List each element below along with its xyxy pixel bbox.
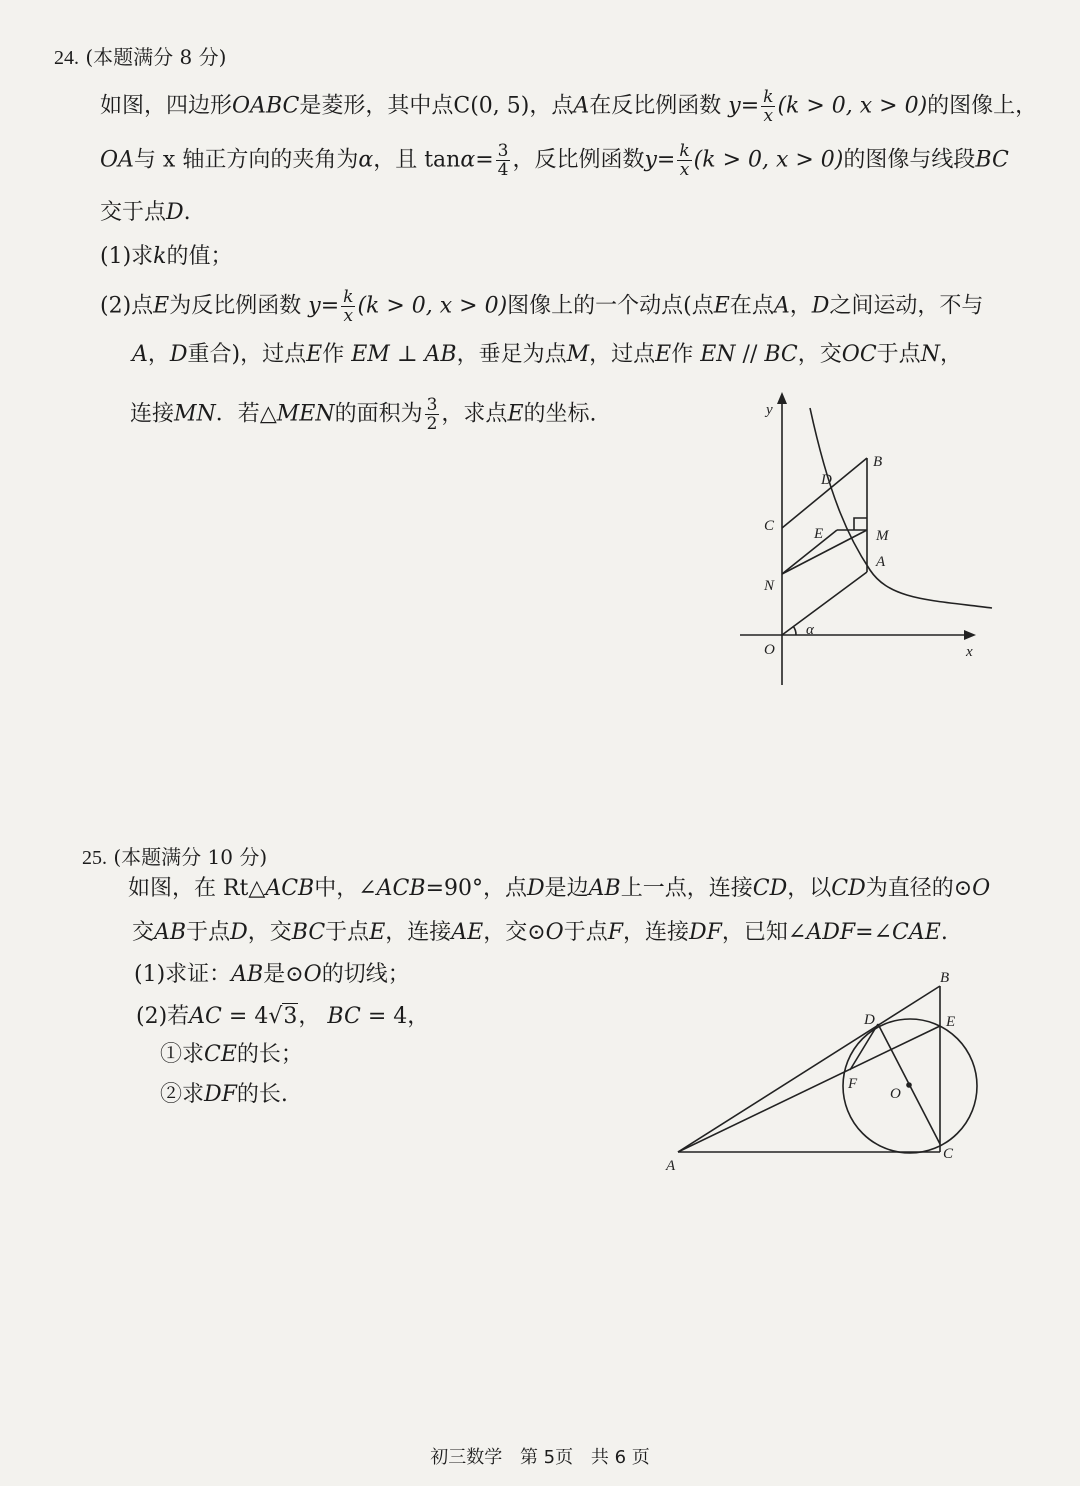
text: 在点 — [729, 293, 774, 319]
page-footer — [0, 1443, 1080, 1469]
text: EM — [351, 342, 390, 367]
segment-OA — [782, 572, 867, 635]
text: 于点 — [876, 342, 921, 367]
q24-sentence-1 — [100, 88, 1037, 125]
text: BC — [764, 342, 798, 367]
numerator: k — [763, 87, 774, 107]
text: CD — [752, 876, 788, 901]
text: AC — [189, 1004, 222, 1029]
label-B: B — [940, 970, 950, 986]
text: 作 — [671, 342, 694, 367]
text: ， — [147, 342, 170, 367]
text: AB — [588, 876, 621, 901]
label-x: x — [966, 644, 973, 660]
right-angle-mark — [854, 518, 867, 530]
label-C: C — [943, 1146, 954, 1162]
text: ，以 — [787, 876, 832, 901]
text: AB — [424, 342, 457, 367]
text: △ACB — [248, 876, 315, 901]
footer-subject: 初三数学 — [430, 1447, 503, 1468]
denominator: x — [679, 160, 690, 180]
hyperbola-curve — [810, 408, 992, 608]
text: 与 x 轴正方向的夹角为 — [133, 147, 359, 173]
text: EN — [700, 342, 736, 367]
text: 的图像上， — [927, 93, 1038, 119]
text: E — [369, 920, 386, 945]
q24-header: (本题满分 8 分) — [85, 45, 227, 69]
text: BC — [975, 147, 1009, 173]
label-E: E — [814, 526, 824, 542]
text: E — [655, 342, 672, 367]
text: OABC — [232, 93, 300, 119]
label-F: F — [848, 1076, 858, 1092]
text: ， — [407, 1004, 430, 1029]
text: 的切线； — [321, 962, 410, 987]
text: ②求 — [160, 1082, 205, 1107]
text: AB — [154, 920, 187, 945]
text: ，求点 — [441, 401, 508, 427]
text: M — [566, 342, 590, 367]
label-y: y — [766, 402, 773, 418]
text: k — [153, 244, 167, 269]
q24-number: 24. — [54, 47, 79, 69]
text: 中， — [314, 876, 359, 901]
alpha-arc — [793, 626, 796, 635]
numerator: k — [343, 287, 354, 307]
q25-header: (本题满分 10 分) — [113, 845, 268, 869]
label-O: O — [890, 1086, 901, 1102]
text: y — [644, 147, 657, 173]
text: OC — [841, 342, 877, 367]
text: 为反比例函数 — [169, 293, 302, 319]
label-A: A — [666, 1158, 676, 1174]
text: = — [656, 147, 676, 173]
segment-NE — [782, 530, 837, 574]
text: 为直径的⊙ — [865, 876, 973, 901]
label-M: M — [876, 528, 889, 544]
fraction — [341, 288, 355, 325]
text: ，垂足为点 — [456, 342, 567, 367]
q25-header-line — [82, 842, 267, 873]
q25-part-2 — [136, 1002, 429, 1032]
denominator: x — [343, 306, 354, 326]
text: = — [740, 93, 760, 119]
text: 是边 — [544, 876, 589, 901]
label-C: C — [764, 518, 775, 534]
text: ，交 — [797, 342, 842, 367]
text: MN — [174, 401, 216, 427]
text: = — [228, 1004, 248, 1029]
q24-part-2-cont — [132, 340, 962, 370]
text: AB — [231, 962, 264, 987]
text: F — [607, 920, 623, 945]
text: ，连接 — [385, 920, 452, 945]
text: 交于点 — [100, 200, 167, 225]
text: E — [713, 293, 730, 319]
q25-figure — [650, 960, 1000, 1180]
text: 的坐标. — [523, 401, 597, 427]
text: 4 — [393, 1004, 408, 1029]
q25-part-2-b — [160, 1080, 288, 1110]
text: ∠ADF — [787, 920, 856, 945]
text: OA — [100, 147, 134, 173]
denominator: 2 — [426, 414, 438, 434]
denominator: 4 — [497, 160, 509, 180]
text: ⊥ — [396, 342, 418, 367]
text: (2)若 — [136, 1004, 190, 1029]
q24-header-line — [54, 42, 226, 73]
numerator: 3 — [497, 141, 509, 161]
q25-part-2-a — [160, 1040, 303, 1070]
segment-NM — [782, 530, 867, 574]
text: 重合)，过点 — [187, 342, 307, 367]
text: 是菱形，其中点C(0, 5)，点 — [299, 93, 574, 119]
q24-figure — [730, 390, 1000, 690]
text: ，交 — [247, 920, 292, 945]
y-axis-arrow — [777, 392, 787, 404]
text: = — [475, 147, 494, 173]
text: 的图像与线段 — [843, 147, 976, 173]
text: 在反比例函数 — [589, 93, 722, 119]
center-O-dot — [906, 1082, 912, 1088]
q24-part-2-end — [130, 396, 597, 433]
text: ，交⊙ — [483, 920, 546, 945]
text: // — [742, 342, 758, 367]
q25-sentence-1 — [128, 874, 990, 904]
x-axis-arrow — [964, 630, 976, 640]
text: BC — [327, 1004, 361, 1029]
text: D — [166, 200, 184, 225]
text: ，已知 — [721, 920, 788, 945]
text: α — [358, 147, 374, 173]
text: 的长； — [236, 1042, 303, 1067]
sqrt-radicand: 3 — [283, 1004, 298, 1029]
text: ，且 tan — [373, 147, 461, 173]
q25-part-1 — [134, 960, 410, 990]
text: =90°，点 — [425, 876, 527, 901]
text: ，连接 — [622, 920, 689, 945]
sqrt-sign: √ — [268, 1004, 283, 1029]
text: O — [303, 962, 322, 987]
text: ， — [939, 342, 962, 367]
text: 交 — [132, 920, 155, 945]
fraction — [677, 142, 691, 179]
text: DF — [689, 920, 722, 945]
text: y — [308, 293, 321, 319]
text: D — [527, 876, 545, 901]
text: ∠ACB — [358, 876, 426, 901]
text: 于点 — [186, 920, 231, 945]
label-alpha: α — [806, 622, 814, 638]
text: DF — [204, 1082, 237, 1107]
text: A — [773, 293, 790, 319]
text: 图像上的一个动点(点 — [507, 293, 714, 319]
text: D — [169, 342, 188, 367]
text: (k > 0, x > 0) — [693, 147, 844, 173]
text: (1)求证： — [134, 962, 232, 987]
text: △MEN — [259, 401, 335, 427]
label-D: D — [821, 472, 832, 488]
q24-part-2 — [100, 288, 983, 325]
text: AE — [451, 920, 484, 945]
text: α — [460, 147, 476, 173]
text: 4 — [254, 1004, 269, 1029]
text: ①求 — [160, 1042, 205, 1067]
footer-total: 共 6 页 — [590, 1447, 650, 1468]
text: ，反比例函数 — [512, 147, 645, 173]
text: O — [545, 920, 564, 945]
text: CE — [204, 1042, 237, 1067]
text: ∠CAE — [873, 920, 941, 945]
text: O — [972, 876, 991, 901]
numerator: 3 — [426, 395, 438, 415]
text: 如图，四边形 — [100, 93, 233, 119]
text: 于点 — [563, 920, 608, 945]
text: . — [183, 200, 191, 225]
text: 上一点，连接 — [620, 876, 753, 901]
text: 的值； — [166, 244, 233, 269]
label-E: E — [946, 1014, 956, 1030]
text: BC — [291, 920, 326, 945]
text: = — [320, 293, 340, 319]
text: = — [367, 1004, 387, 1029]
text: 于点 — [325, 920, 370, 945]
text: ，过点 — [589, 342, 656, 367]
text: (k > 0, x > 0) — [777, 93, 928, 119]
label-D: D — [864, 1012, 875, 1028]
q24-sentence-3 — [100, 198, 191, 228]
text: (1)求 — [100, 244, 154, 269]
text: 之间运动，不与 — [829, 293, 984, 319]
text: A — [132, 342, 148, 367]
label-N: N — [764, 578, 775, 594]
text: 的面积为 — [334, 401, 423, 427]
label-A: A — [876, 554, 886, 570]
text: y — [728, 93, 741, 119]
q25-sentence-2 — [132, 918, 948, 948]
q24-sentence-2 — [100, 142, 1009, 179]
fraction — [425, 396, 440, 433]
fraction — [761, 88, 775, 125]
label-B: B — [873, 454, 883, 470]
text: CD — [831, 876, 866, 901]
text: 作 — [322, 342, 345, 367]
text: (2)点 — [100, 293, 154, 319]
footer-page: 第 5页 — [519, 1447, 574, 1468]
text: D — [230, 920, 248, 945]
text: ．若 — [215, 401, 260, 427]
text: 的长. — [236, 1082, 288, 1107]
denominator: x — [763, 106, 774, 126]
text: (k > 0, x > 0) — [357, 293, 508, 319]
text: A — [573, 93, 590, 119]
text: ， — [789, 293, 812, 319]
text: . — [940, 920, 948, 945]
text: ， — [298, 1004, 321, 1029]
q25-number: 25. — [82, 847, 107, 869]
text: E — [153, 293, 170, 319]
label-O: O — [764, 642, 775, 658]
text: N — [920, 342, 940, 367]
text: D — [811, 293, 830, 319]
text: E — [306, 342, 323, 367]
fraction — [496, 142, 511, 179]
text: E — [507, 401, 524, 427]
numerator: k — [679, 141, 690, 161]
text: 是⊙ — [263, 962, 304, 987]
q24-part-1 — [100, 242, 233, 272]
text: 连接 — [130, 401, 175, 427]
text: = — [855, 920, 874, 945]
text: 如图，在 Rt — [128, 876, 249, 901]
